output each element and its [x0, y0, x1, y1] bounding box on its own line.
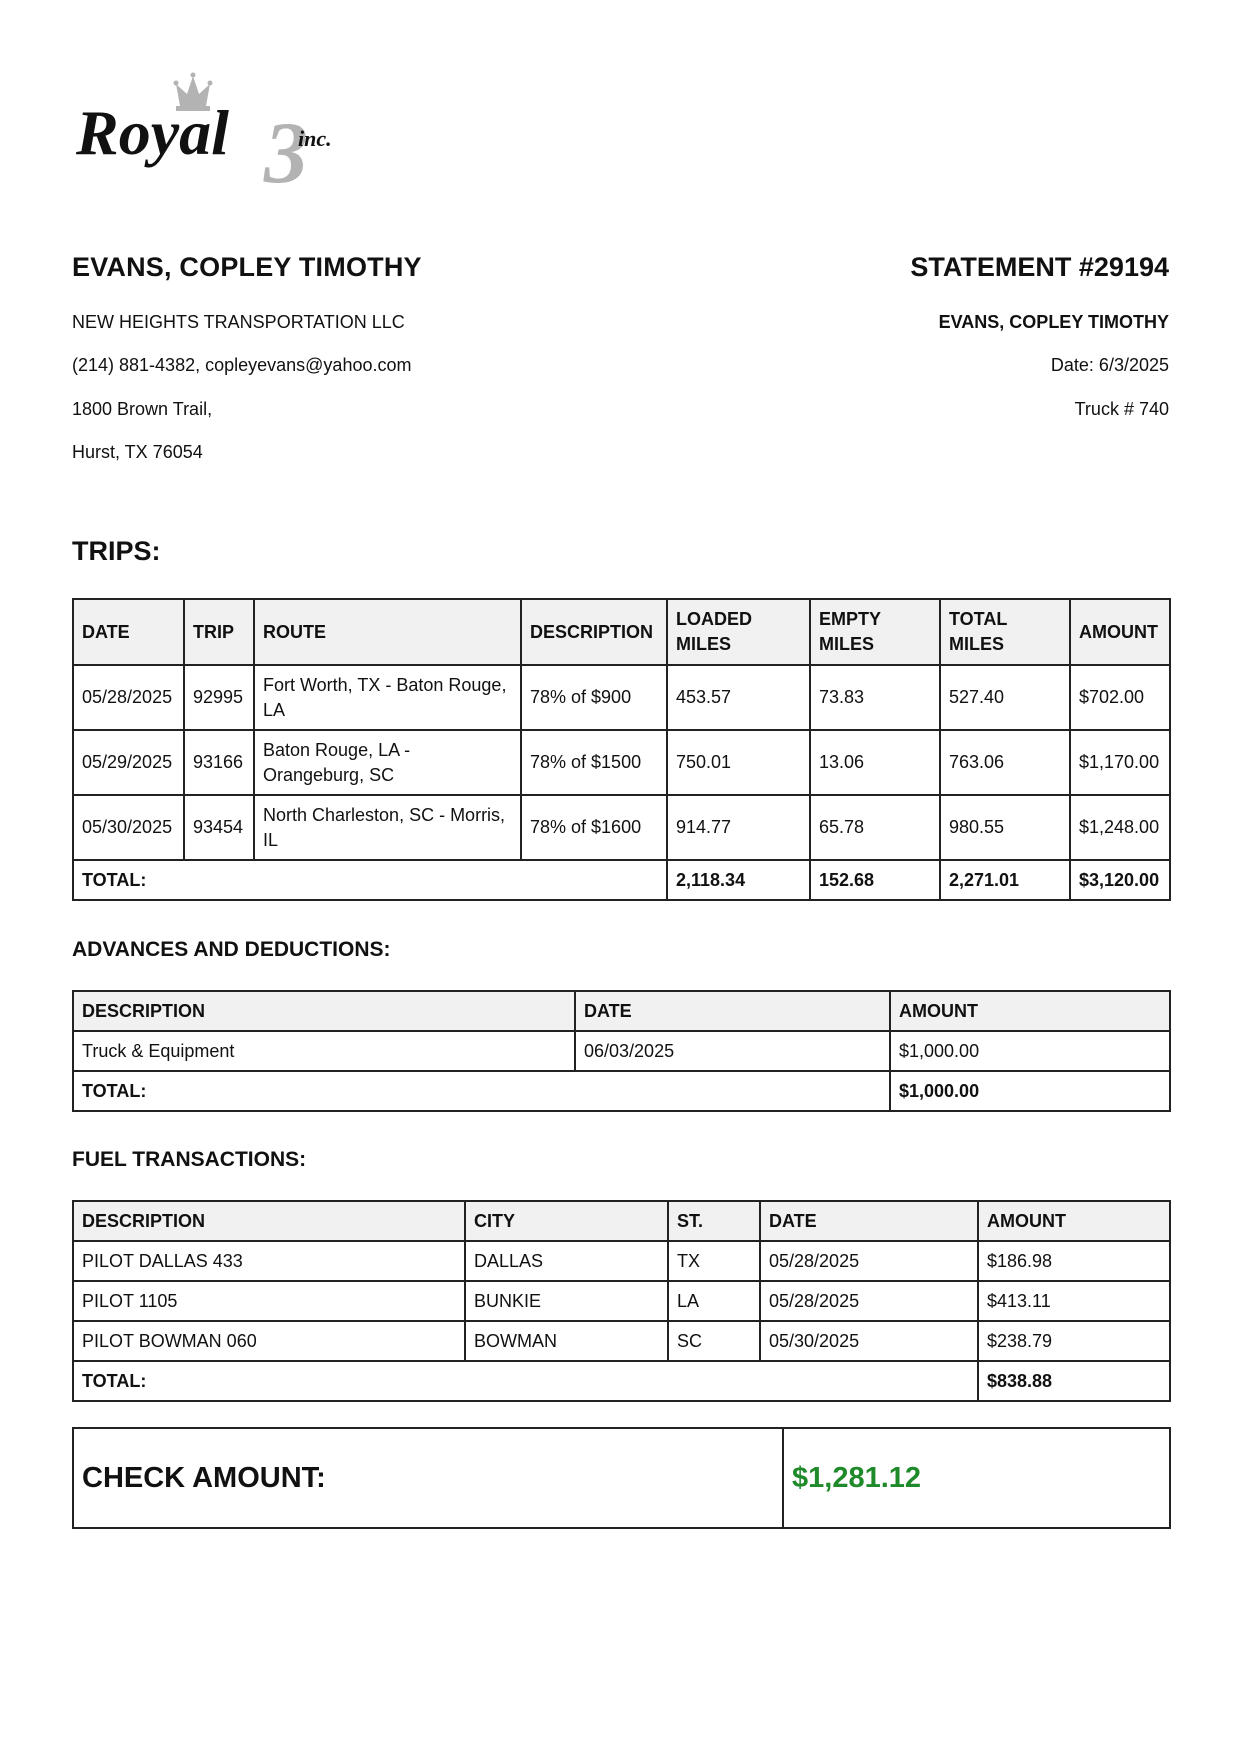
cell-state: TX [668, 1241, 760, 1281]
cell-empty-miles: 13.06 [810, 730, 940, 795]
company-name: NEW HEIGHTS TRANSPORTATION LLC [72, 312, 405, 332]
table-header-row [73, 1201, 1170, 1241]
cell-description: PILOT 1105 [73, 1281, 465, 1321]
fuel-table [72, 1200, 1171, 1402]
cell-loaded-miles: 750.01 [667, 730, 810, 795]
cell-loaded-miles: 914.77 [667, 795, 810, 860]
cell-date: 05/28/2025 [760, 1241, 978, 1281]
total-label: TOTAL: [73, 1071, 890, 1111]
company-logo [76, 72, 386, 190]
col-header-amount: AMOUNT [1070, 599, 1170, 665]
total-empty-miles: 152.68 [810, 860, 940, 900]
cell-empty-miles: 65.78 [810, 795, 940, 860]
contact-info: (214) 881-4382, copleyevans@yahoo.com [72, 355, 412, 375]
logo-graphic [76, 72, 386, 190]
total-label: TOTAL: [73, 1361, 978, 1401]
cell-amount: $1,248.00 [1070, 795, 1170, 860]
cell-city: BOWMAN [465, 1321, 668, 1361]
cell-city: BUNKIE [465, 1281, 668, 1321]
cell-amount: $1,170.00 [1070, 730, 1170, 795]
total-amount: $1,000.00 [890, 1071, 1170, 1111]
cell-amount: $413.11 [978, 1281, 1170, 1321]
statement-driver-name: EVANS, COPLEY TIMOTHY [938, 312, 1169, 332]
cell-trip: 92995 [184, 665, 254, 730]
cell-loaded-miles: 453.57 [667, 665, 810, 730]
col-header-empty-miles: EMPTY MILES [810, 599, 940, 665]
total-total-miles: 2,271.01 [940, 860, 1070, 900]
cell-description: 78% of $1600 [521, 795, 667, 860]
cell-total-miles: 527.40 [940, 665, 1070, 730]
table-row [73, 665, 1170, 730]
cell-date: 05/28/2025 [73, 665, 184, 730]
total-row [73, 860, 1170, 900]
cell-date: 05/29/2025 [73, 730, 184, 795]
col-header-state: ST. [668, 1201, 760, 1241]
statement-title: STATEMENT #29194 [910, 252, 1169, 282]
col-header-amount: AMOUNT [890, 991, 1170, 1031]
cell-total-miles: 763.06 [940, 730, 1070, 795]
total-label: TOTAL: [73, 860, 667, 900]
col-header-description: DESCRIPTION [73, 1201, 465, 1241]
col-header-date: DATE [575, 991, 890, 1031]
col-header-description: DESCRIPTION [73, 991, 575, 1031]
statement-date: Date: 6/3/2025 [1050, 355, 1169, 375]
total-row [73, 1071, 1170, 1111]
col-header-date: DATE [760, 1201, 978, 1241]
logo-suffix: inc. [298, 126, 332, 151]
col-header-date: DATE [73, 599, 184, 665]
cell-city: DALLAS [465, 1241, 668, 1281]
table-row [73, 1241, 1170, 1281]
cell-description: PILOT BOWMAN 060 [73, 1321, 465, 1361]
advances-heading: ADVANCES AND DEDUCTIONS: [72, 938, 391, 961]
cell-amount: $186.98 [978, 1241, 1170, 1281]
cell-route: Fort Worth, TX - Baton Rouge, LA [254, 665, 521, 730]
table-row [73, 795, 1170, 860]
table-header-row [73, 599, 1170, 665]
col-header-loaded-miles: LOADED MILES [667, 599, 810, 665]
trips-heading: TRIPS: [72, 536, 161, 566]
cell-description: 78% of $1500 [521, 730, 667, 795]
col-header-total-miles: TOTAL MILES [940, 599, 1070, 665]
advances-table [72, 990, 1171, 1112]
cell-total-miles: 980.55 [940, 795, 1070, 860]
trips-table [72, 598, 1171, 901]
check-amount-value: $1,281.12 [783, 1428, 1170, 1528]
check-amount-label: CHECK AMOUNT: [73, 1428, 783, 1528]
total-row [73, 1361, 1170, 1401]
driver-name: EVANS, COPLEY TIMOTHY [72, 252, 422, 282]
check-amount-row [73, 1428, 1170, 1528]
table-row [73, 1321, 1170, 1361]
cell-empty-miles: 73.83 [810, 665, 940, 730]
total-amount: $3,120.00 [1070, 860, 1170, 900]
cell-trip: 93166 [184, 730, 254, 795]
total-loaded-miles: 2,118.34 [667, 860, 810, 900]
address-line-1: 1800 Brown Trail, [72, 399, 213, 419]
logo-number: 3 [264, 105, 308, 190]
col-header-amount: AMOUNT [978, 1201, 1170, 1241]
total-amount: $838.88 [978, 1361, 1170, 1401]
cell-state: SC [668, 1321, 760, 1361]
col-header-description: DESCRIPTION [521, 599, 667, 665]
cell-route: Baton Rouge, LA - Orangeburg, SC [254, 730, 521, 795]
table-row [73, 1031, 1170, 1071]
cell-state: LA [668, 1281, 760, 1321]
cell-date: 05/28/2025 [760, 1281, 978, 1321]
cell-amount: $1,000.00 [890, 1031, 1170, 1071]
cell-date: 05/30/2025 [73, 795, 184, 860]
col-header-city: CITY [465, 1201, 668, 1241]
col-header-trip: TRIP [184, 599, 254, 665]
cell-trip: 93454 [184, 795, 254, 860]
table-row [73, 1281, 1170, 1321]
cell-route: North Charleston, SC - Morris, IL [254, 795, 521, 860]
truck-number: Truck # 740 [1074, 399, 1169, 419]
cell-date: 06/03/2025 [575, 1031, 890, 1071]
address-line-2: Hurst, TX 76054 [72, 442, 203, 462]
col-header-route: ROUTE [254, 599, 521, 665]
cell-description: PILOT DALLAS 433 [73, 1241, 465, 1281]
cell-description: 78% of $900 [521, 665, 667, 730]
cell-amount: $238.79 [978, 1321, 1170, 1361]
logo-wordmark: Royal [76, 97, 229, 168]
table-row [73, 730, 1170, 795]
cell-date: 05/30/2025 [760, 1321, 978, 1361]
table-header-row [73, 991, 1170, 1031]
check-amount-table [72, 1427, 1171, 1529]
cell-amount: $702.00 [1070, 665, 1170, 730]
fuel-heading: FUEL TRANSACTIONS: [72, 1148, 307, 1171]
cell-description: Truck & Equipment [73, 1031, 575, 1071]
